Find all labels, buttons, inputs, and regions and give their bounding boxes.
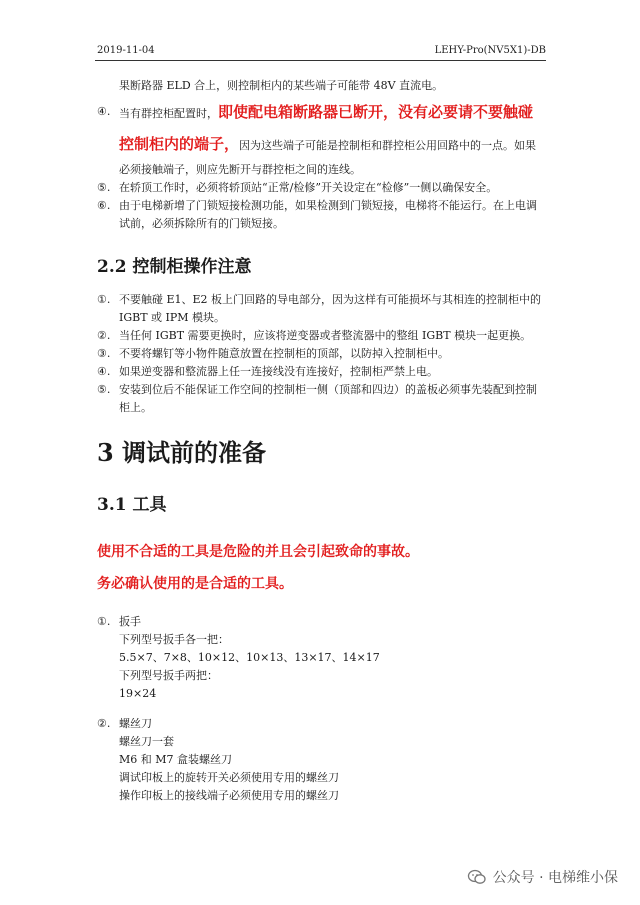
wechat-icon: [467, 867, 487, 887]
item6-number: ⑥.: [97, 199, 111, 212]
tool2-line4: 调试印板上的旋转开关必须使用专用的螺丝刀: [119, 771, 339, 784]
section-2-2-heading: 2.2 控制柜操作注意: [97, 257, 252, 277]
tool1-line4: 下列型号扳手两把：: [119, 669, 218, 682]
footer-text: 公众号 · 电梯维小保: [492, 870, 618, 886]
item4-text-a: 当有群控柜配置时，: [119, 107, 218, 120]
tool2-line3: M6 和 M7 盒装螺丝刀: [119, 753, 233, 766]
sec22-item4-number: ④.: [97, 365, 111, 378]
header-date: 2019-11-04: [97, 45, 155, 56]
tool2-line2: 螺丝刀一套: [119, 735, 174, 748]
sec22-item2-line1: 当任何 IGBT 需要更换时，应该将逆变器或者整流器中的整组 IGBT 模块一起更换。: [119, 329, 532, 342]
header-divider: [95, 60, 546, 61]
sec22-item3-line1: 不要将螺钉等小物件随意放置在控制柜的顶部，以防掉入控制柜中。: [119, 347, 449, 360]
footer-watermark: [467, 867, 618, 887]
item5-text: 在轿顶工作时，必须将轿顶站“正常/检修”开关设定在“检修”一侧以确保安全。: [119, 181, 498, 194]
item4-warning-b: 控制柜内的端子，: [119, 135, 240, 153]
warning-line2: 务必确认使用的是合适的工具。: [97, 576, 293, 592]
continued-line: 果断路器 ELD 合上，则控制柜内的某些端子可能带 48V 直流电。: [119, 79, 444, 92]
sec22-item1-line2: IGBT 或 IPM 模块。: [119, 311, 226, 324]
sec22-item1-number: ①.: [97, 293, 111, 306]
item6-line2: 试前，必须拆除所有的门锁短接。: [119, 217, 284, 230]
item4-line2: [119, 135, 536, 155]
item4-text-b: 因为这些端子可能是控制柜和群控柜公用回路中的一点。如果: [239, 139, 537, 152]
tool1-line5: 19×24: [119, 687, 157, 700]
tool2-number: ②.: [97, 717, 111, 730]
tool1-line3: 5.5×7、7×8、10×12、10×13、13×17、14×17: [119, 651, 380, 664]
warning-line1: 使用不合适的工具是危险的并且会引起致命的事故。: [97, 544, 419, 560]
item4-warning-a: 即使配电箱断路器已断开，没有必要请不要触碰: [218, 103, 534, 121]
sec22-item5-line2: 柜上。: [119, 401, 152, 414]
tool2-title: 螺丝刀: [119, 717, 152, 730]
chapter-3-heading: 3 调试前的准备: [97, 438, 267, 467]
item5-number: ⑤.: [97, 181, 111, 194]
header-doc-id: LEHY-Pro(NV5X1)-DB: [434, 45, 546, 56]
tool1-number: ①.: [97, 615, 111, 628]
sec22-item3-number: ③.: [97, 347, 111, 360]
item4-line1: [119, 103, 533, 123]
item4-line3: 必须接触端子，则应先断开与群控柜之间的连线。: [119, 163, 361, 176]
item4-number: ④.: [97, 105, 111, 118]
sec22-item2-number: ②.: [97, 329, 111, 342]
tool2-line5: 操作印板上的接线端子必须使用专用的螺丝刀: [119, 789, 339, 802]
item6-line1: 由于电梯新增了门锁短接检测功能，如果检测到门锁短接，电梯将不能运行。在上电调: [119, 199, 537, 212]
sec22-item5-number: ⑤.: [97, 383, 111, 396]
section-3-1-heading: 3.1 工具: [97, 495, 167, 515]
sec22-item4-line1: 如果逆变器和整流器上任一连接线没有连接好，控制柜严禁上电。: [119, 365, 438, 378]
tool1-title: 扳手: [119, 615, 141, 628]
sec22-item1-line1: 不要触碰 E1、E2 板上门回路的导电部分，因为这样有可能损坏与其相连的控制柜中的: [119, 293, 542, 306]
tool1-line2: 下列型号扳手各一把：: [119, 633, 229, 646]
sec22-item5-line1: 安装到位后不能保证工作空间的控制柜一侧（顶部和四边）的盖板必须事先装配到控制: [119, 383, 537, 396]
